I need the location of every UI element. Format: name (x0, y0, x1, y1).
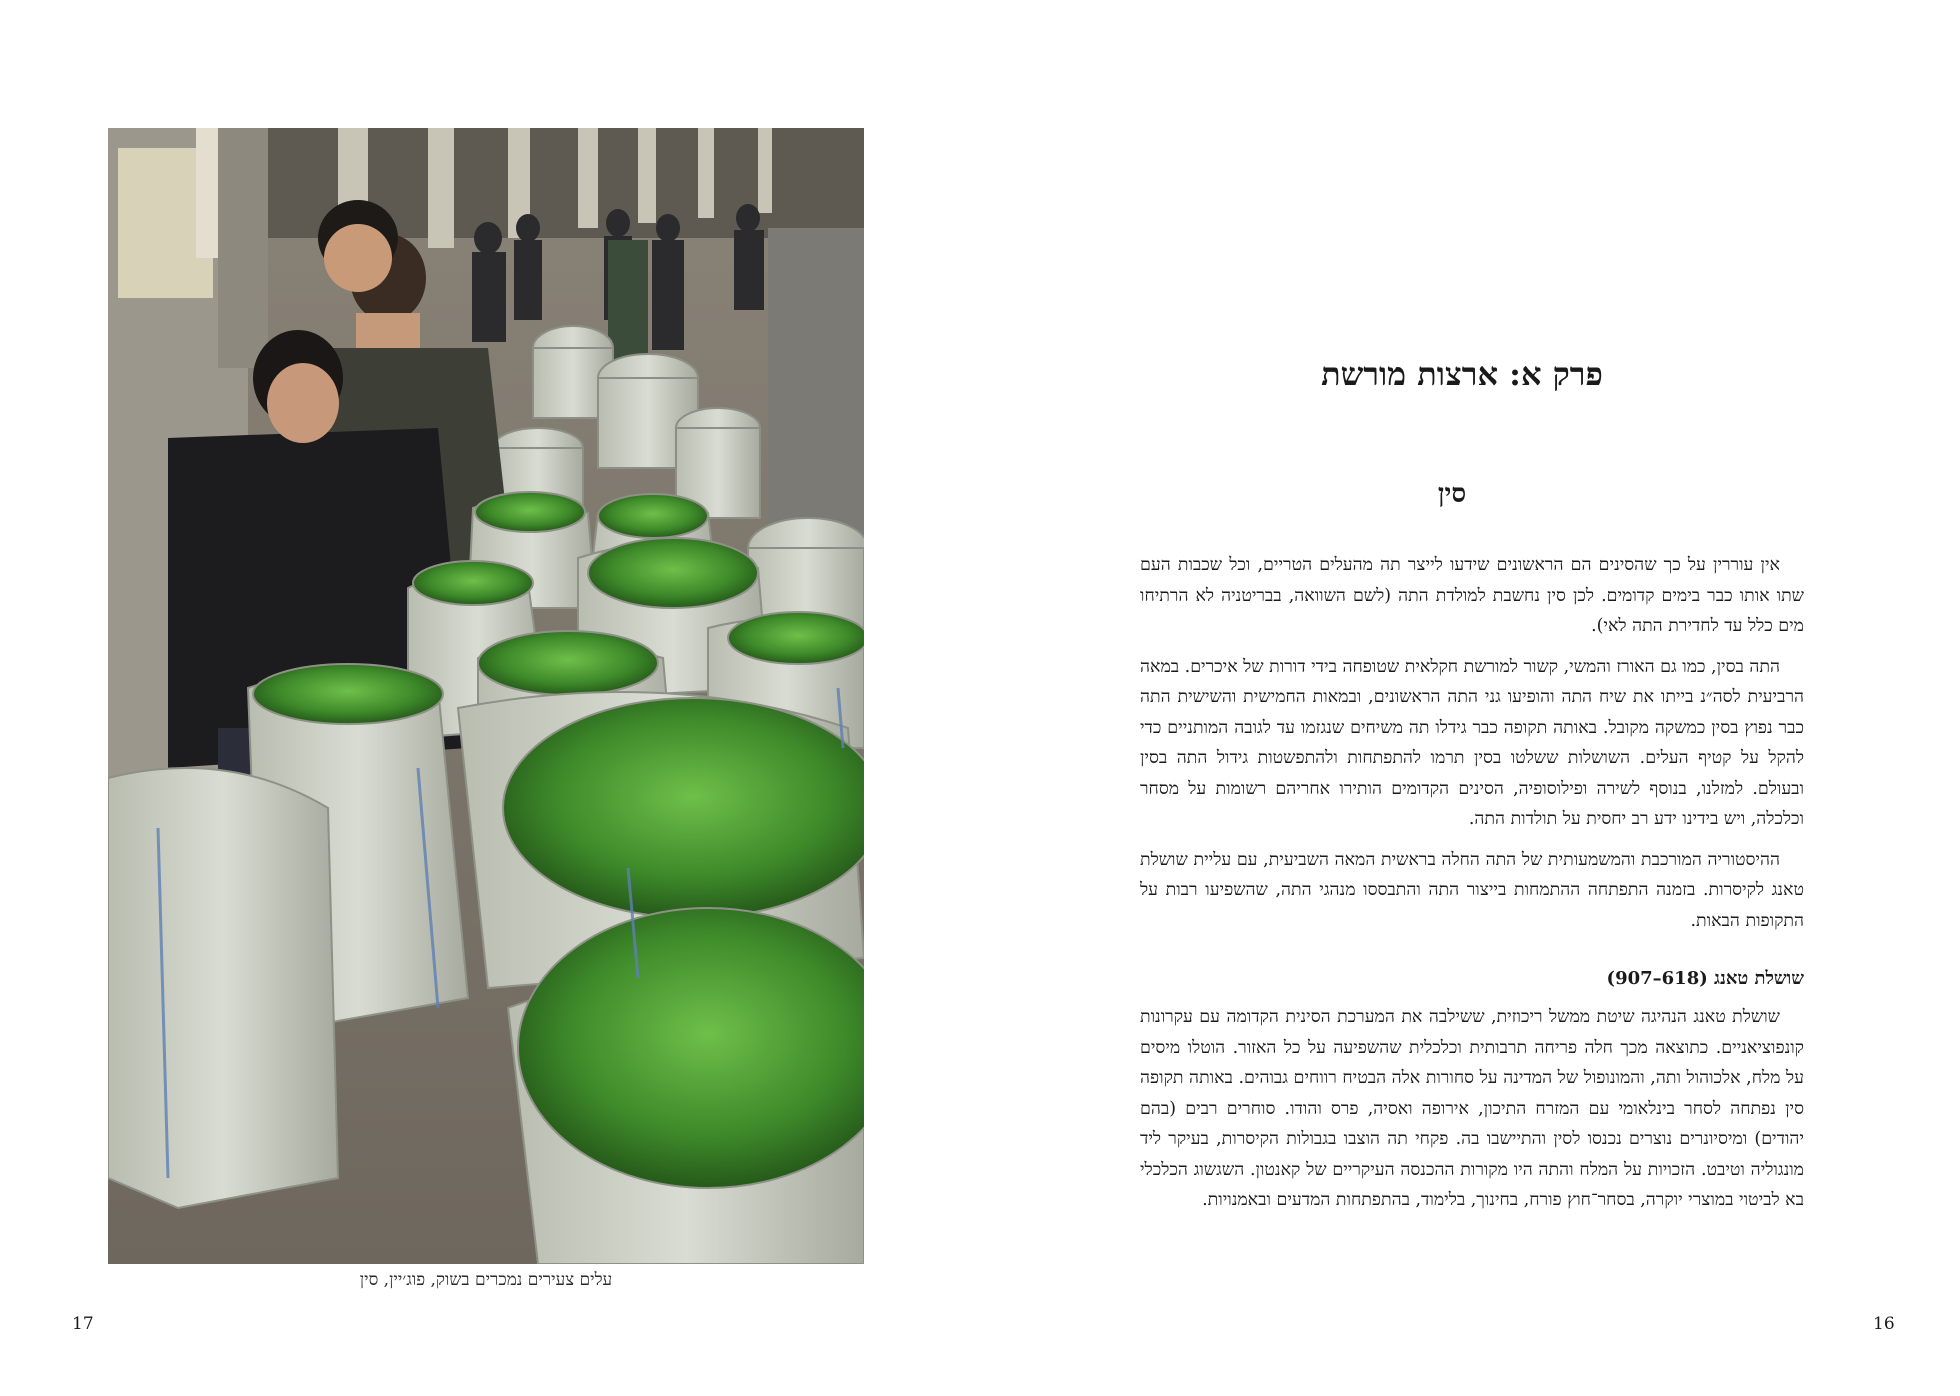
tea-market-photo (108, 128, 864, 1264)
body-text (1140, 550, 1804, 1226)
photo-caption: עלים צעירים נמכרים בשוק, פוג׳יין, סין (359, 1270, 613, 1290)
text-page (1140, 350, 1804, 1210)
page-number-right: 16 (1873, 1314, 1895, 1334)
page-number-left: 17 (72, 1314, 94, 1334)
chapter-title: פרק א: ארצות מורשת (1321, 355, 1603, 393)
tea-market-illustration (108, 128, 864, 1264)
paragraph-4: שושלת טאנג הנהיגה שיטת ממשל ריכוזית, ששילבה את המערכת הסינית הקדומה עם עקרונות קונפוציאניים. כתוצאה מכך חלה פריחה תרבותית וכלכלית שהשפיעה על כל האזור. הוטלו מיסים על מלח, אלכוהול ותה, והמונופול של המדינה על סחורות אלה הבטיח רווחים גבוהים. באותה תקופה סין נפתחה לסחר בינלאומי עם המזרח התיכון, אירופה ואסיה, פרס והודו. סוחרים רבים (בהם יהודים) ומיסיונרים נוצרים נכנסו לסין והתיישבו בה. פקחי תה הוצבו בגבולות הקיסרות, בעיקר ליד מונגוליה וטיבט. הזכויות על המלח והתה היו מקורות ההכנסה העיקריים של קאנטון. השגשוג הכלכלי בא לביטוי במוצרי יוקרה, בסחר־חוץ פורח, בחינוך, בלימוד, בהתפתחות המדעים ובאמנויות. (1140, 1007, 1804, 1210)
paragraph-3: ההיסטוריה המורכבת והמשמעותית של התה החלה בראשית המאה השביעית, עם עליית שושלת טאנג לקיסרות. בזמנה התפתחה ההתמחות בייצור התה והתבססו מנהגי התה, שהשפיעו רבות על התקופות הבאות. (1140, 849, 1804, 931)
subheading: שושלת טאנג (618–907) (1606, 968, 1804, 989)
paragraph-2: התה בסין, כמו גם האורז והמשי, קשור למורשת חקלאית שטופחה בידי דורות של איכרים. במאה הרביעית לסה״נ בייתו את שיח התה והופיעו גני התה הראשונים, ובמאות החמישית והשישית התה כבר נפוץ בסין כמשקה מקובל. באותה תקופה כבר גידלו תה משיחים שנגזמו עד לגובה המותניים כדי להקל על קטיף העלים. השושלות ששלטו בסין תרמו להתפתחות ולהתפשטות גידול התה בסין ובעולם. למזלנו, בנוסף לשירה ופילוסופיה, הסינים הקדומים הותירו אחריהם רשומות על מסחר וכלכלה, ויש בידינו ידע רב יחסית על תולדות התה. (1140, 656, 1804, 829)
section-title: סין (1437, 479, 1467, 509)
paragraph-1: אין עוררין על כך שהסינים הם הראשונים שידעו לייצר תה מהעלים הטריים, וכל שכבות העם שתו אותו כבר בימים קדומים. לכן סין נחשבת למולדת התה (לשם השוואה, בבריטניה לא הרתיחו מים כלל עד לחדירת התה לאי). (1140, 555, 1804, 636)
